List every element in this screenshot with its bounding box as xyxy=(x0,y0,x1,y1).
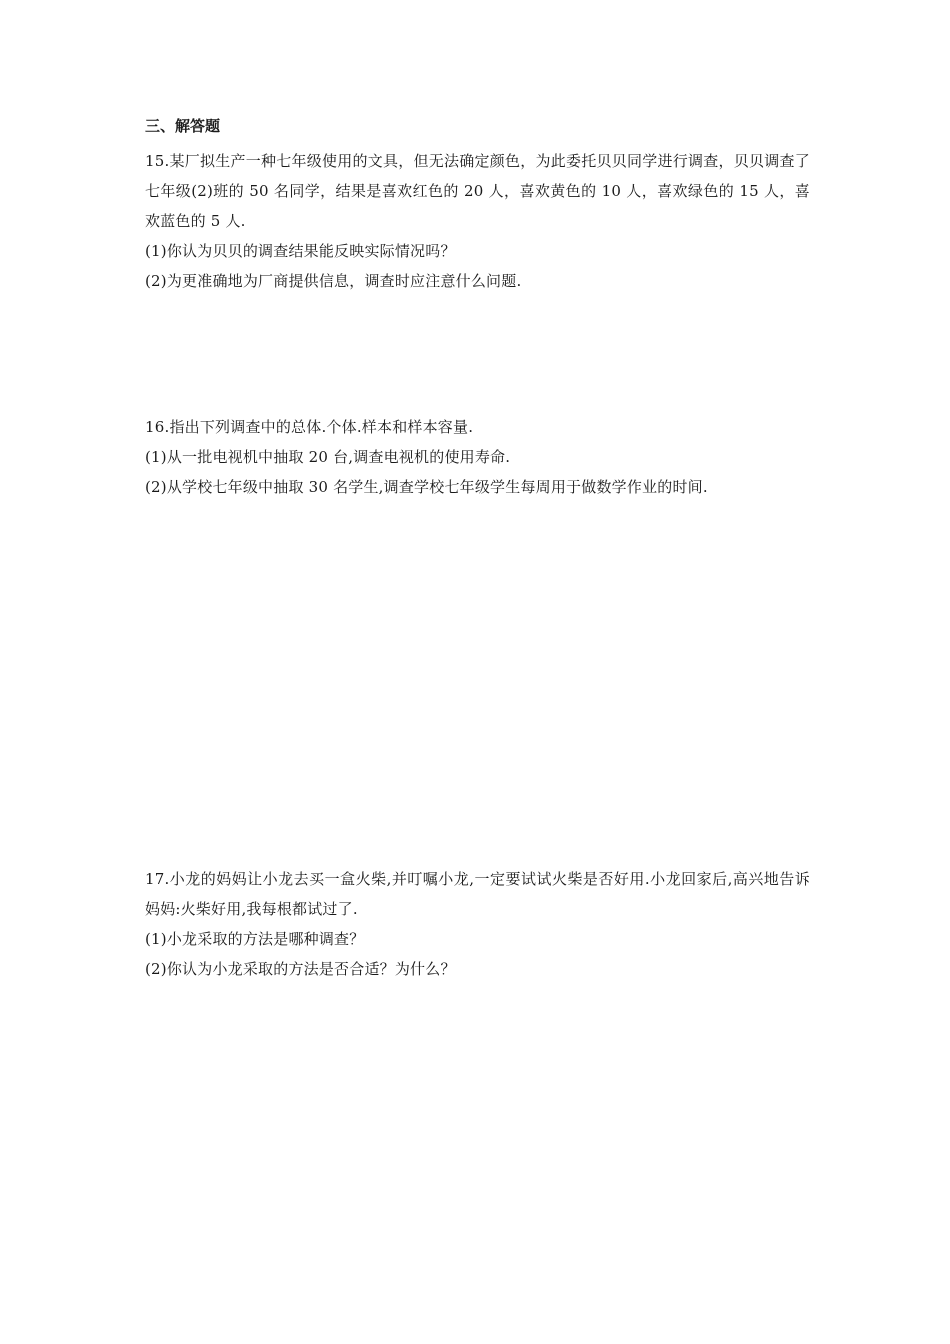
question-16-part-2: (2)从学校七年级中抽取 30 名学生,调查学校七年级学生每周用于做数学作业的时间. xyxy=(145,478,708,496)
question-16-stem: 16.指出下列调查中的总体.个体.样本和样本容量. xyxy=(145,418,474,436)
question-15-stem: 15.某厂拟生产一种七年级使用的文具，但无法确定颜色，为此委托贝贝同学进行调查，贝贝调查了七年级(2)班的 50 名同学，结果是喜欢红色的 20 人，喜欢黄色的 10 人，喜欢绿色的 15 人，喜欢蓝色的 5 人. xyxy=(145,152,810,230)
question-17-part-2: (2)你认为小龙采取的方法是否合适？为什么？ xyxy=(145,960,456,978)
question-15 xyxy=(145,146,810,296)
question-17 xyxy=(145,864,810,984)
section-heading: 三、解答题 xyxy=(145,117,221,135)
question-15-part-2: (2)为更准确地为厂商提供信息，调查时应注意什么问题. xyxy=(145,272,522,290)
question-17-stem: 17.小龙的妈妈让小龙去买一盒火柴,并叮嘱小龙,一定要试试火柴是否好用.小龙回家后,高兴地告诉妈妈:火柴好用,我每根都试过了. xyxy=(145,870,810,918)
question-16-part-1: (1)从一批电视机中抽取 20 台,调查电视机的使用寿命. xyxy=(145,448,511,466)
question-15-part-1: (1)你认为贝贝的调查结果能反映实际情况吗？ xyxy=(145,242,456,260)
question-16 xyxy=(145,412,810,502)
question-17-part-1: (1)小龙采取的方法是哪种调查？ xyxy=(145,930,365,948)
